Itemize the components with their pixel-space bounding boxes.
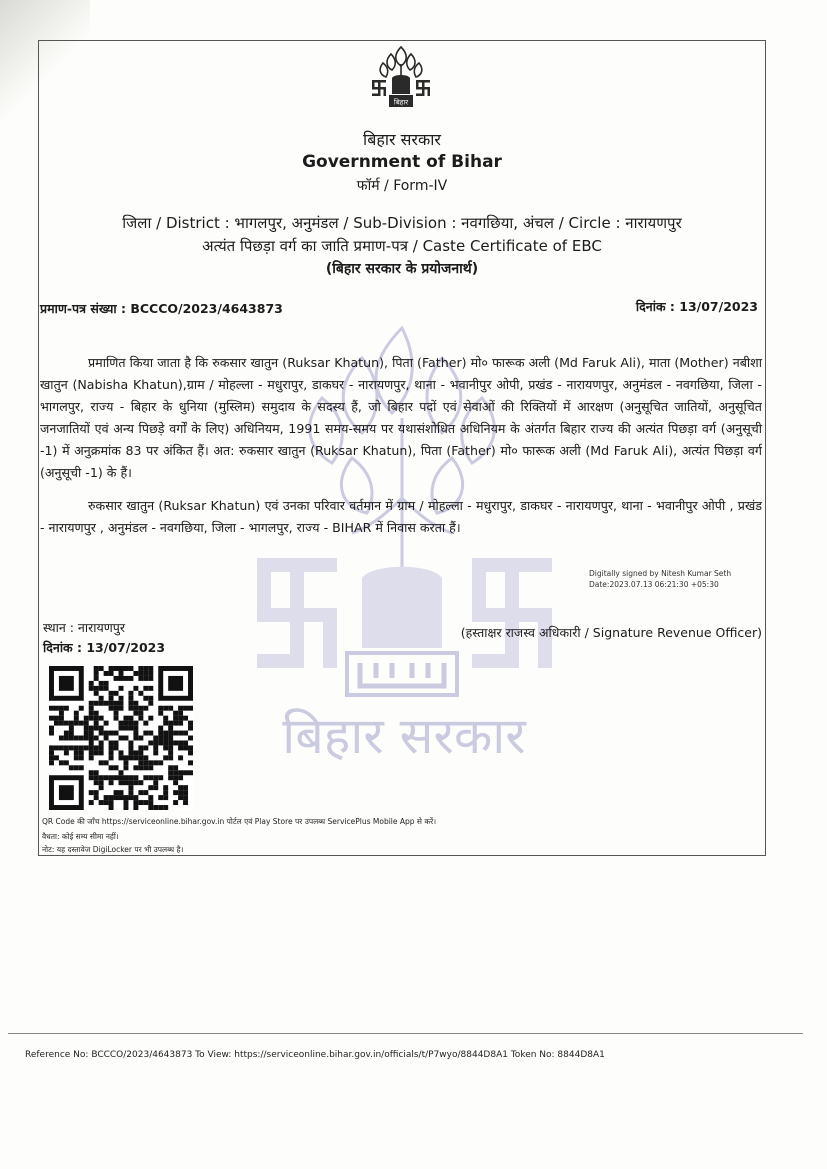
bihar-emblem-logo bbox=[370, 44, 432, 110]
certificate-date: दिनांक : 13/07/2023 bbox=[635, 299, 758, 314]
digital-signature-signer: Digitally signed by Nitesh Kumar Seth bbox=[589, 569, 732, 578]
certificate-title: अत्यंत पिछड़ा वर्ग का जाति प्रमाण-पत्र / Caste Certificate of EBC bbox=[202, 237, 602, 255]
digital-signature bbox=[589, 568, 731, 590]
digilocker-note: नोट: यह दस्तावेज DigiLocker पर भी उपलब्ध है। bbox=[42, 845, 184, 854]
qr-verification-note: QR Code की जाँच https://serviceonline.bihar.gov.in पोर्टल एवं Play Store पर उपलब्ध ServicePlus Mobile App से करें। bbox=[42, 817, 437, 826]
certificate-body-paragraph-1: प्रमाणित किया जाता है कि रुकसार खातुन (Ruksar Khatun), पिता (Father) मो० फारूक अली (Md Faruk Ali), माता (Mother) नबीशा खातुन (Nabisha Khatun),ग्राम / मोहल्ला - मधुरापुर, डाकघर - नारायणपुर, थाना - भवानीपुर ओपी, प्रखंड - नारायणपुर, अनुमंडल - नवगछिया, जिला - भागलपुर, राज्य - बिहार के धुनिया (मुस्लिम) समुदाय के सदस्य हैं, जो बिहार पदों एवं सेवाओं की रिक्तियों में आरक्षण (अनुसूचित जातियों, अनुसूचित जनजातियों एवं अन्य पिछड़े वर्गों के लिए) अधिनियम, 1991 समय-समय पर यथासंशोधित अधिनियम के अंतर्गत बिहार राज्य की अत्यंत पिछड़ा वर्ग (अनुसूची -1) में अनुक्रमांक 83 पर अंकित हैं। अत: रुकसार खातुन (Ruksar Khatun), पिता (Father) मो० फारूक अली (Md Faruk Ali), अत्यंत पिछड़ा वर्ग (अनुसूची -1) के हैं। bbox=[40, 355, 762, 480]
svg-text:बिहार सरकार: बिहार सरकार bbox=[282, 707, 526, 765]
location-line: जिला / District : भागलपुर, अनुमंडल / Sub-Division : नवगछिया, अंचल / Circle : नारायणपुर bbox=[122, 214, 682, 232]
verification-qr-code[interactable] bbox=[49, 666, 193, 810]
issue-date: दिनांक : 13/07/2023 bbox=[43, 640, 166, 655]
footer-divider bbox=[8, 1033, 803, 1034]
validity-note: वैधता: कोई सम्य सीमा नहीं। bbox=[42, 832, 119, 841]
certificate-body-paragraph-2: रुकसार खातुन (Ruksar Khatun) एवं उनका परिवार वर्तमान में ग्राम / मोहल्ला - मधुरापुर, डाकघर - नारायणपुर, थाना - भवानीपुर ओपी , प्रखंड - नारायणपुर , अनुमंडल - नवगछिया, जिला - भागलपुर, राज्य - BIHAR में निवास करता हैं। bbox=[40, 498, 762, 535]
svg-text:बिहार: बिहार bbox=[393, 98, 409, 107]
certificate-purpose: (बिहार सरकार के प्रयोजनार्थ) bbox=[325, 261, 479, 277]
signature-label: (हस्ताक्षर राजस्व अधिकारी / Signature Revenue Officer) bbox=[460, 625, 762, 640]
government-title: Government of Bihar bbox=[302, 152, 502, 172]
issue-place: स्थान : नारायणपुर bbox=[43, 620, 125, 635]
hindi-government-title: बिहार सरकार bbox=[363, 130, 441, 149]
certificate-number: प्रमाण-पत्र संख्या : BCCCO/2023/4643873 bbox=[40, 301, 283, 316]
digital-signature-date: Date:2023.07.13 06:21:30 +05:30 bbox=[589, 580, 719, 589]
reference-footer: Reference No: BCCCO/2023/4643873 To View: https://serviceonline.bihar.gov.in/officials/t/P7wyo/8844D8A1 Token No: 8844D8A1 bbox=[25, 1050, 605, 1060]
form-label: फॉर्म / Form-IV bbox=[356, 178, 448, 194]
